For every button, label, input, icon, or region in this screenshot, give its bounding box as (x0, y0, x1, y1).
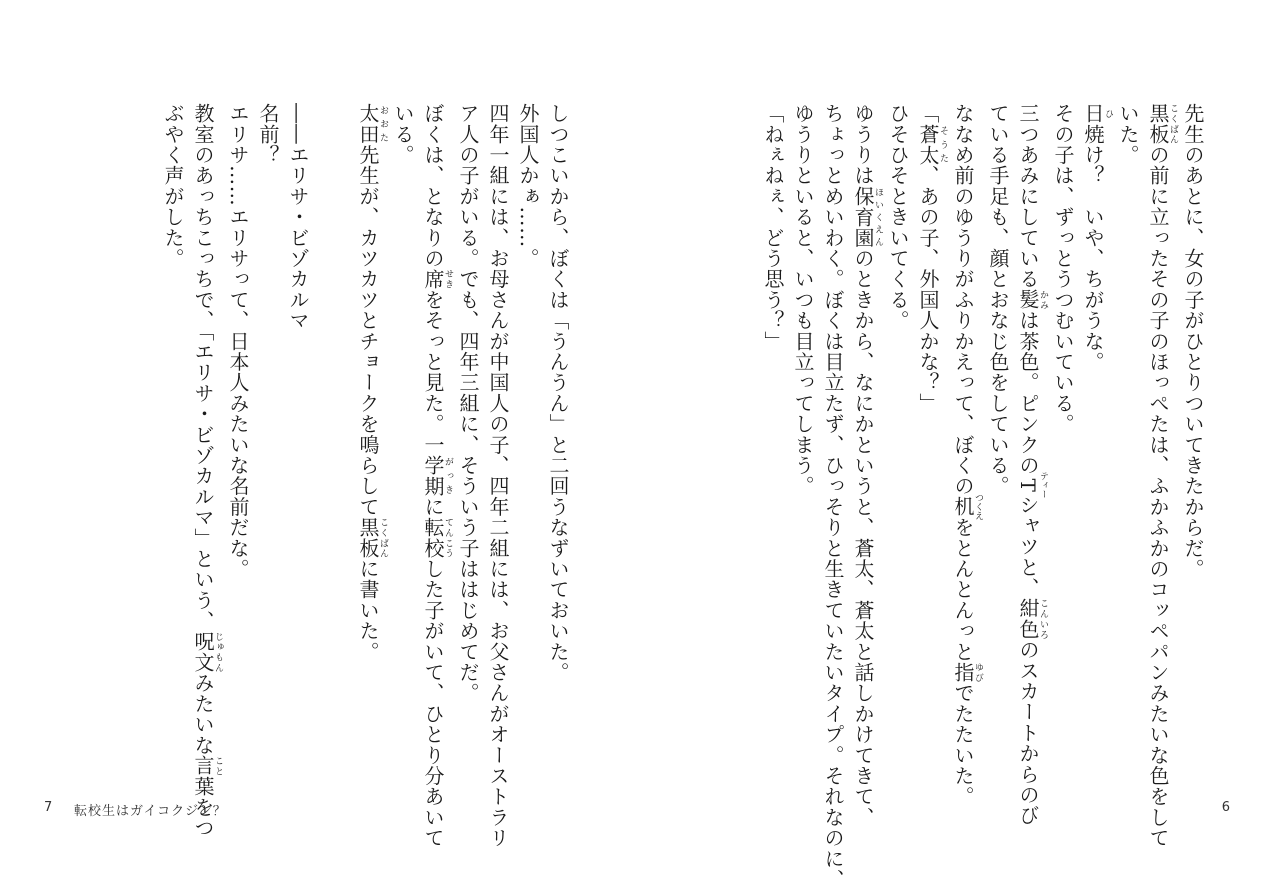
body-line: 三つあみにしている髪かみは茶色。ピンクのTティーシャツと、紺色こんいろのスカートからのび (1016, 103, 1048, 826)
body-line: 日ひ焼け？ いや、ちがうな。 (1081, 103, 1113, 373)
furigana-word: 黒板こくばん (1146, 103, 1178, 145)
furigana-word: 学期がっき (421, 454, 453, 497)
furigana-word: 言こと (191, 755, 223, 777)
dialogue-line: 「蒼太そうた、あの子、外国人かな？」 (916, 103, 948, 414)
furigana-reading: こんいろ (1038, 598, 1048, 640)
furigana-reading: ほいくえん (873, 185, 883, 248)
body-line: しつこいから、ぼくは「うんうん」と二回うなずいておいた。 (546, 103, 570, 683)
body-line: いた。 (1116, 103, 1140, 166)
furigana-word: 日ひ (1081, 103, 1113, 124)
furigana-reading: こくばん (1168, 103, 1178, 145)
furigana-reading: がっき (443, 454, 453, 497)
body-line: 黒板こくばんの前に立ったその子のほっぺたは、ふかふかのコッペパンみたいな色をして (1146, 103, 1178, 849)
furigana-reading: せき (443, 268, 453, 290)
body-line: ア人の子がいる。でも、四年三組に、そういう子ははじめてだ。 (456, 103, 480, 704)
page-number: 7 (44, 800, 53, 815)
furigana-word: 席せき (421, 268, 453, 290)
body-line: ている手足も、顔とおなじ色をしている。 (986, 103, 1010, 497)
furigana-word: 机つくえ (951, 493, 983, 521)
furigana-reading: ティー (1038, 471, 1048, 499)
furigana-reading: そうた (938, 123, 948, 166)
left-page (0, 0, 637, 860)
body-line: ゆうりは保育園ほいくえんのときから、なにかというと、蒼太、蒼太と話しかけてきて、 (851, 103, 883, 828)
body-line: ななめ前のゆうりがふりかえって、ぼくの机つくえをとんとんっと指ゆびでたたいた。 (951, 103, 983, 807)
right-page-text (758, 103, 1208, 890)
left-page-text (158, 103, 573, 849)
furigana-reading: こと (213, 755, 223, 777)
body-line: ぼくは、となりの席せきをそっと見た。一学期がっきに転校てんこうした子がいて、ひとり分あいて (421, 103, 453, 849)
furigana-word: 指ゆび (951, 661, 983, 683)
body-line: 教室のあっちこっちで、「エリサ・ビゾカルマ」という、呪文じゅもんみたいな言こと葉をつ (191, 103, 223, 839)
running-head-title: 転校生はガイコクジン？ (74, 804, 227, 819)
body-line: ぶやく声がした。 (161, 103, 185, 269)
furigana-word: 紺色こんいろ (1016, 598, 1048, 640)
furigana-word: 黒板こくばん (356, 517, 388, 559)
furigana-reading: てんこう (443, 517, 453, 559)
furigana-reading: じゅもん (213, 631, 223, 673)
furigana-reading: つくえ (973, 493, 983, 521)
body-line: 先生のあとに、女の子がひとりついてきたからだ。 (1181, 103, 1205, 580)
dialogue-line: 「ねぇねぇ、どう思う？」 (761, 103, 785, 352)
furigana-word: 転校てんこう (421, 517, 453, 559)
body-line: 四年一組には、お母さんが中国人の子、四年二組には、お父さんがオーストラリ (486, 103, 510, 849)
page-number: 6 (1221, 800, 1230, 815)
furigana-word: Tティー (1016, 471, 1048, 499)
body-line: 太田おおた先生が、カツカツとチョークを鳴らして黒板こくばんに書いた。 (356, 103, 388, 662)
furigana-word: 蒼太そうた (916, 123, 948, 166)
body-line: いる。 (391, 103, 415, 166)
right-page (637, 0, 1274, 890)
body-line: ちょっとめいわく。ぼくは目立たず、ひっそりと生きていたいタイプ。それなのに、 (821, 103, 845, 890)
board-name-line: ――エリサ・ビゾカルマ (286, 103, 310, 331)
body-line: エリサ……エリサって、日本人みたいな名前だな。 (226, 103, 250, 580)
body-line: ひそひそときいてくる。 (886, 103, 910, 331)
furigana-word: 太田おおた (356, 103, 388, 145)
body-line: その子は、ずっとうつむいている。 (1051, 103, 1075, 435)
body-line: ゆうりといると、いつも目立ってしまう。 (791, 103, 815, 497)
furigana-reading: ゆび (973, 661, 983, 683)
body-line: 外国人かぁ……。 (516, 103, 540, 269)
furigana-word: 呪文じゅもん (191, 631, 223, 673)
furigana-word: 保育園ほいくえん (851, 185, 883, 248)
furigana-word: 髪かみ (1016, 289, 1048, 311)
furigana-reading: かみ (1038, 289, 1048, 311)
body-line: 名前？ (256, 103, 280, 166)
furigana-reading: おおた (378, 103, 388, 145)
furigana-reading: こくばん (378, 517, 388, 559)
furigana-reading: ひ (1103, 103, 1113, 124)
